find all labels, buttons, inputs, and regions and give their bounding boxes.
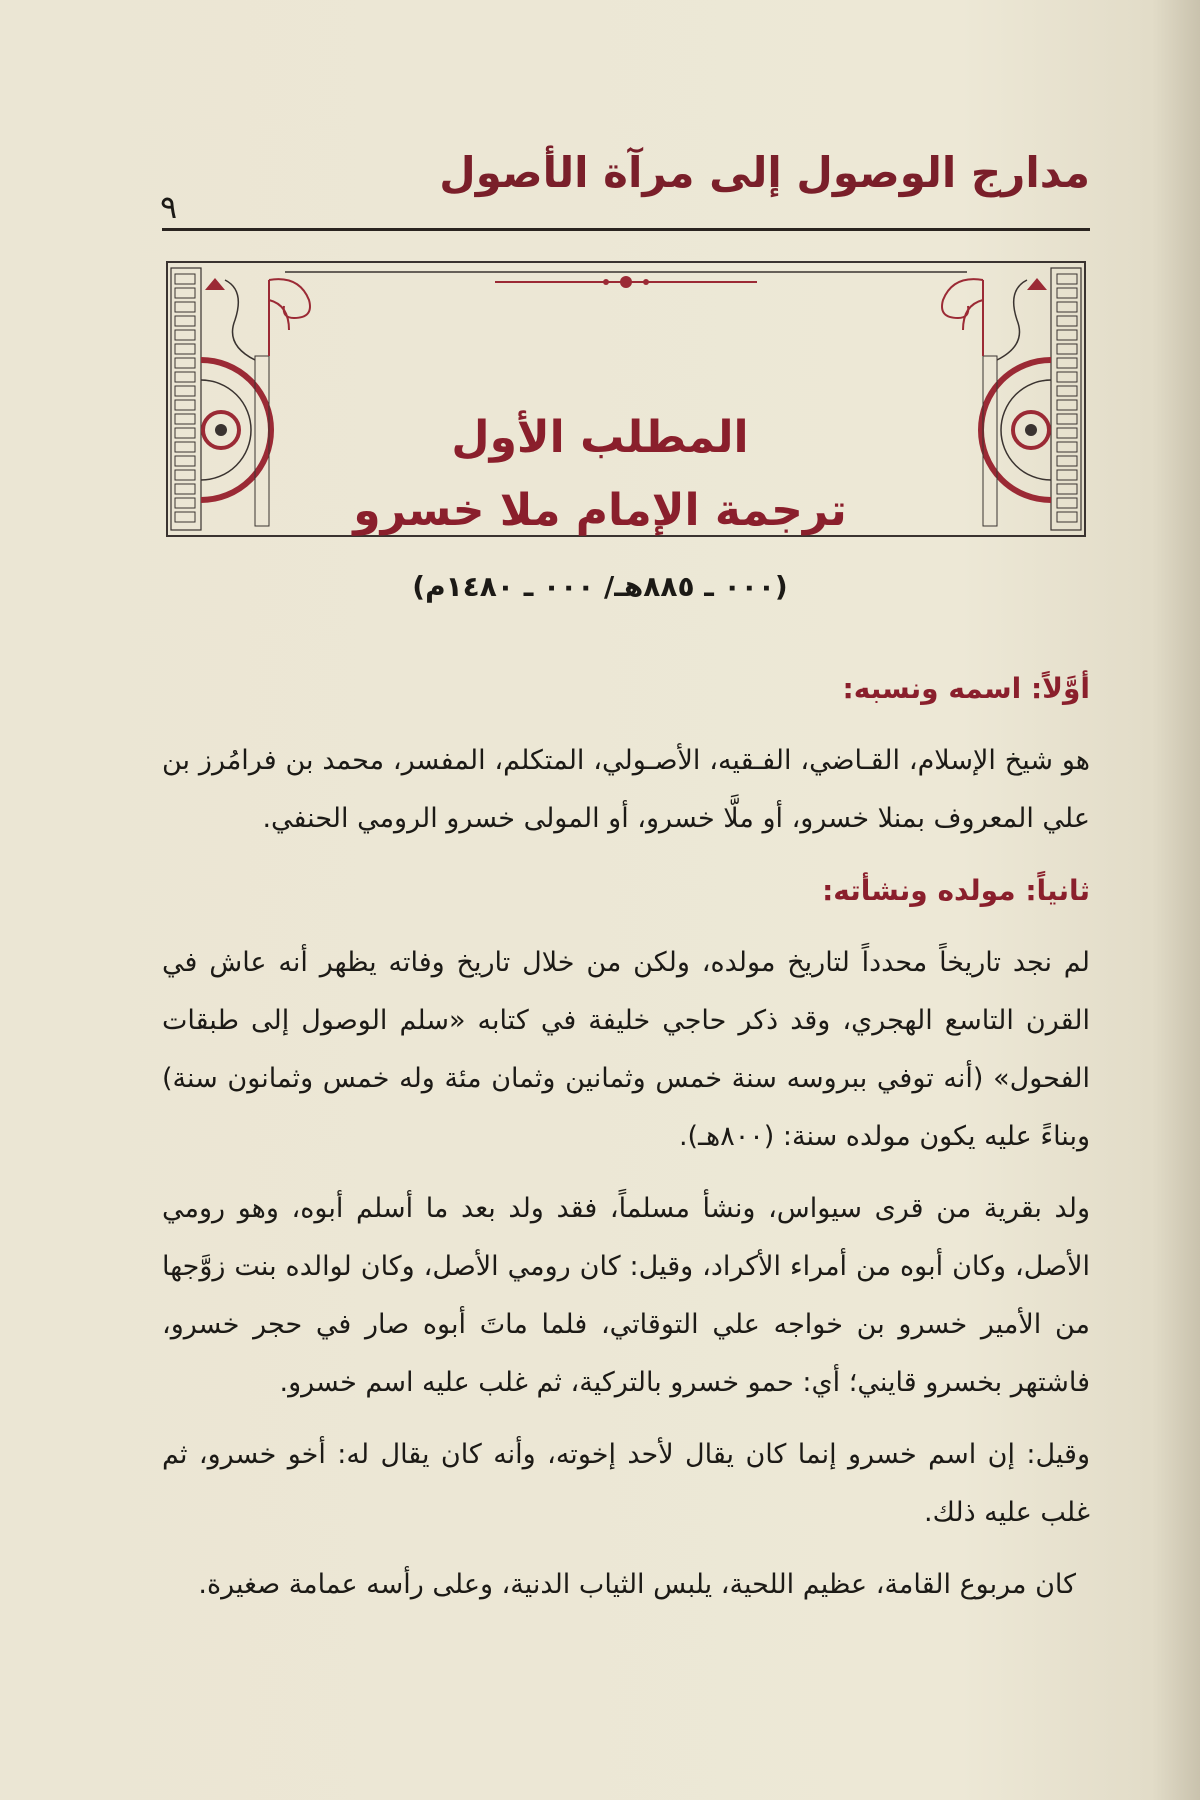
biography-title: ترجمة الإمام ملا خسرو (353, 485, 847, 536)
page-number: ٩ (160, 188, 178, 226)
paragraph: لم نجد تاريخاً محدداً لتاريخ مولده، ولكن من خلال تاريخ وفاته يظهر أنه عاش في القرن التاسع الهجري، وقد ذكر حاجي خليفة في كتابه «سلم الوصول إلى طبقات الفحول» (أنه توفي ببروسه سنة خمس وثمانين وثمان مئة وله خمس وثمانون سنة) وبناءً عليه يكون مولده سنة: (٨٠٠هـ). (162, 947, 1090, 1152)
lifespan-dates: (٠٠٠ ـ ٨٨٥هـ/ ٠٠٠ ـ ١٤٨٠م) (412, 570, 788, 603)
body-text (162, 660, 1090, 1614)
paragraph: هو شيخ الإسلام، القـاضي، الفـقيه، الأصـولي، المتكلم، المفسر، محمد بن فرامُرز بن علي المعروف بمنلا خسرو، أو ملَّا خسرو، أو المولى خسرو الرومي الحنفي. (162, 745, 1090, 834)
running-title: مدارج الوصول إلى مرآة الأصول (439, 148, 1090, 197)
subsection-heading: المطلب الأول (451, 412, 749, 463)
top-center-ornament (495, 276, 757, 288)
left-corner-flourish (269, 279, 310, 356)
header-rule (162, 228, 1090, 231)
paragraph: وقيل: إن اسم خسرو إنما كان يقال لأحد إخوته، وأنه كان يقال له: أخو خسرو، ثم غلب عليه ذلك. (162, 1439, 1090, 1528)
paragraph: كان مربوع القامة، عظيم اللحية، يلبس الثياب الدنية، وعلى رأسه عمامة صغيرة. (198, 1569, 1076, 1600)
section-title-name-lineage: أوَّلاً: اسمه ونسبه: (842, 672, 1090, 705)
section-title-birth-upbringing: ثانياً: مولده ونشأته: (822, 874, 1090, 907)
paragraph: ولد بقرية من قرى سيواس، ونشأ مسلماً، فقد ولد بعد ما أسلم أبوه، وهو رومي الأصل، وكان أبوه من أمراء الأكراد، وقيل: كان رومي الأصل، وكان لوالده بنت زوَّجها من الأمير خسرو بن خواجه علي التوقاتي، فلما ماتَ أبوه صار في حجر خسرو، فاشتهر بخسرو قايني؛ أي: حمو خسرو بالتركية، ثم غلب عليه اسم خسرو. (162, 1193, 1090, 1398)
